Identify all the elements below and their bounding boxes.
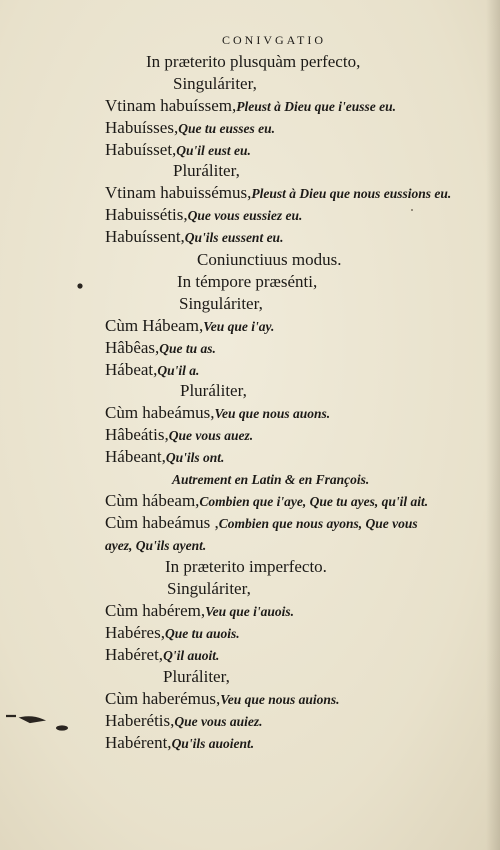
text-line: Vtinam habuissémus,Pleust à Dieu que nous eussions eu.: [105, 183, 452, 202]
text-line: Vtinam habuíssem,Pleust à Dieu que i'eusse eu.: [105, 96, 397, 115]
text-line: Singuláriter,: [173, 74, 257, 93]
text-line: Pluráliter,: [173, 161, 240, 180]
text-line: Habéret,Q'il auoit.: [105, 645, 220, 664]
text-line: Habuíssent,Qu'ils eussent eu.: [105, 227, 284, 246]
text-line: Coniunctiuus modus.: [197, 250, 342, 269]
text-line: Hábeant,Qu'ils ont.: [105, 447, 225, 466]
text-line: Cùm hábeam,Combien que i'aye, Que tu ayes, qu'il ait.: [105, 491, 429, 510]
text-line: Cùm habeámus,Veu que nous auons.: [105, 403, 331, 422]
text-line: Habuissétis,Que vous eussiez eu.: [105, 205, 303, 224]
text-line: Hábeat,Qu'il a.: [105, 360, 200, 379]
text-line: Habuísset,Qu'il eust eu.: [105, 140, 251, 159]
running-head: CONIVGATIO: [222, 33, 326, 47]
ink-smudge: [6, 716, 42, 722]
text-line: Pluráliter,: [180, 381, 247, 400]
text-line: ayez, Qu'ils ayent.: [105, 538, 207, 553]
text-line: Haberétis,Que vous auiez.: [105, 711, 263, 730]
ink-speck: [411, 209, 413, 211]
text-line: Singuláriter,: [179, 294, 263, 313]
text-line: Hâbêas,Que tu as.: [105, 338, 216, 357]
text-line: In præterito imperfecto.: [165, 557, 327, 576]
ink-blot: [56, 725, 68, 730]
text-line: Habéres,Que tu auois.: [105, 623, 240, 642]
text-line: Habérent,Qu'ils auoient.: [105, 733, 255, 752]
ink-dot: [77, 283, 82, 288]
text-line: Cùm haberémus,Veu que nous auions.: [105, 689, 340, 708]
text-line: Pluráliter,: [163, 667, 230, 686]
text-line: Habuísses,Que tu eusses eu.: [105, 118, 275, 137]
text-line: Singuláriter,: [167, 579, 251, 598]
text-line: In præterito plusquàm perfecto,: [146, 52, 361, 71]
text-line: Cùm habeámus ,Combien que nous ayons, Que vous: [105, 513, 418, 532]
text-line: Cùm habérem,Veu que i'auois.: [105, 601, 294, 620]
text-line: Autrement en Latin & en François.: [172, 472, 370, 487]
text-line: Hâbeátis,Que vous auez.: [105, 425, 254, 444]
text-line: Cùm Hábeam,Veu que i'ay.: [105, 316, 275, 335]
text-line: In témpore præsénti,: [177, 272, 318, 291]
